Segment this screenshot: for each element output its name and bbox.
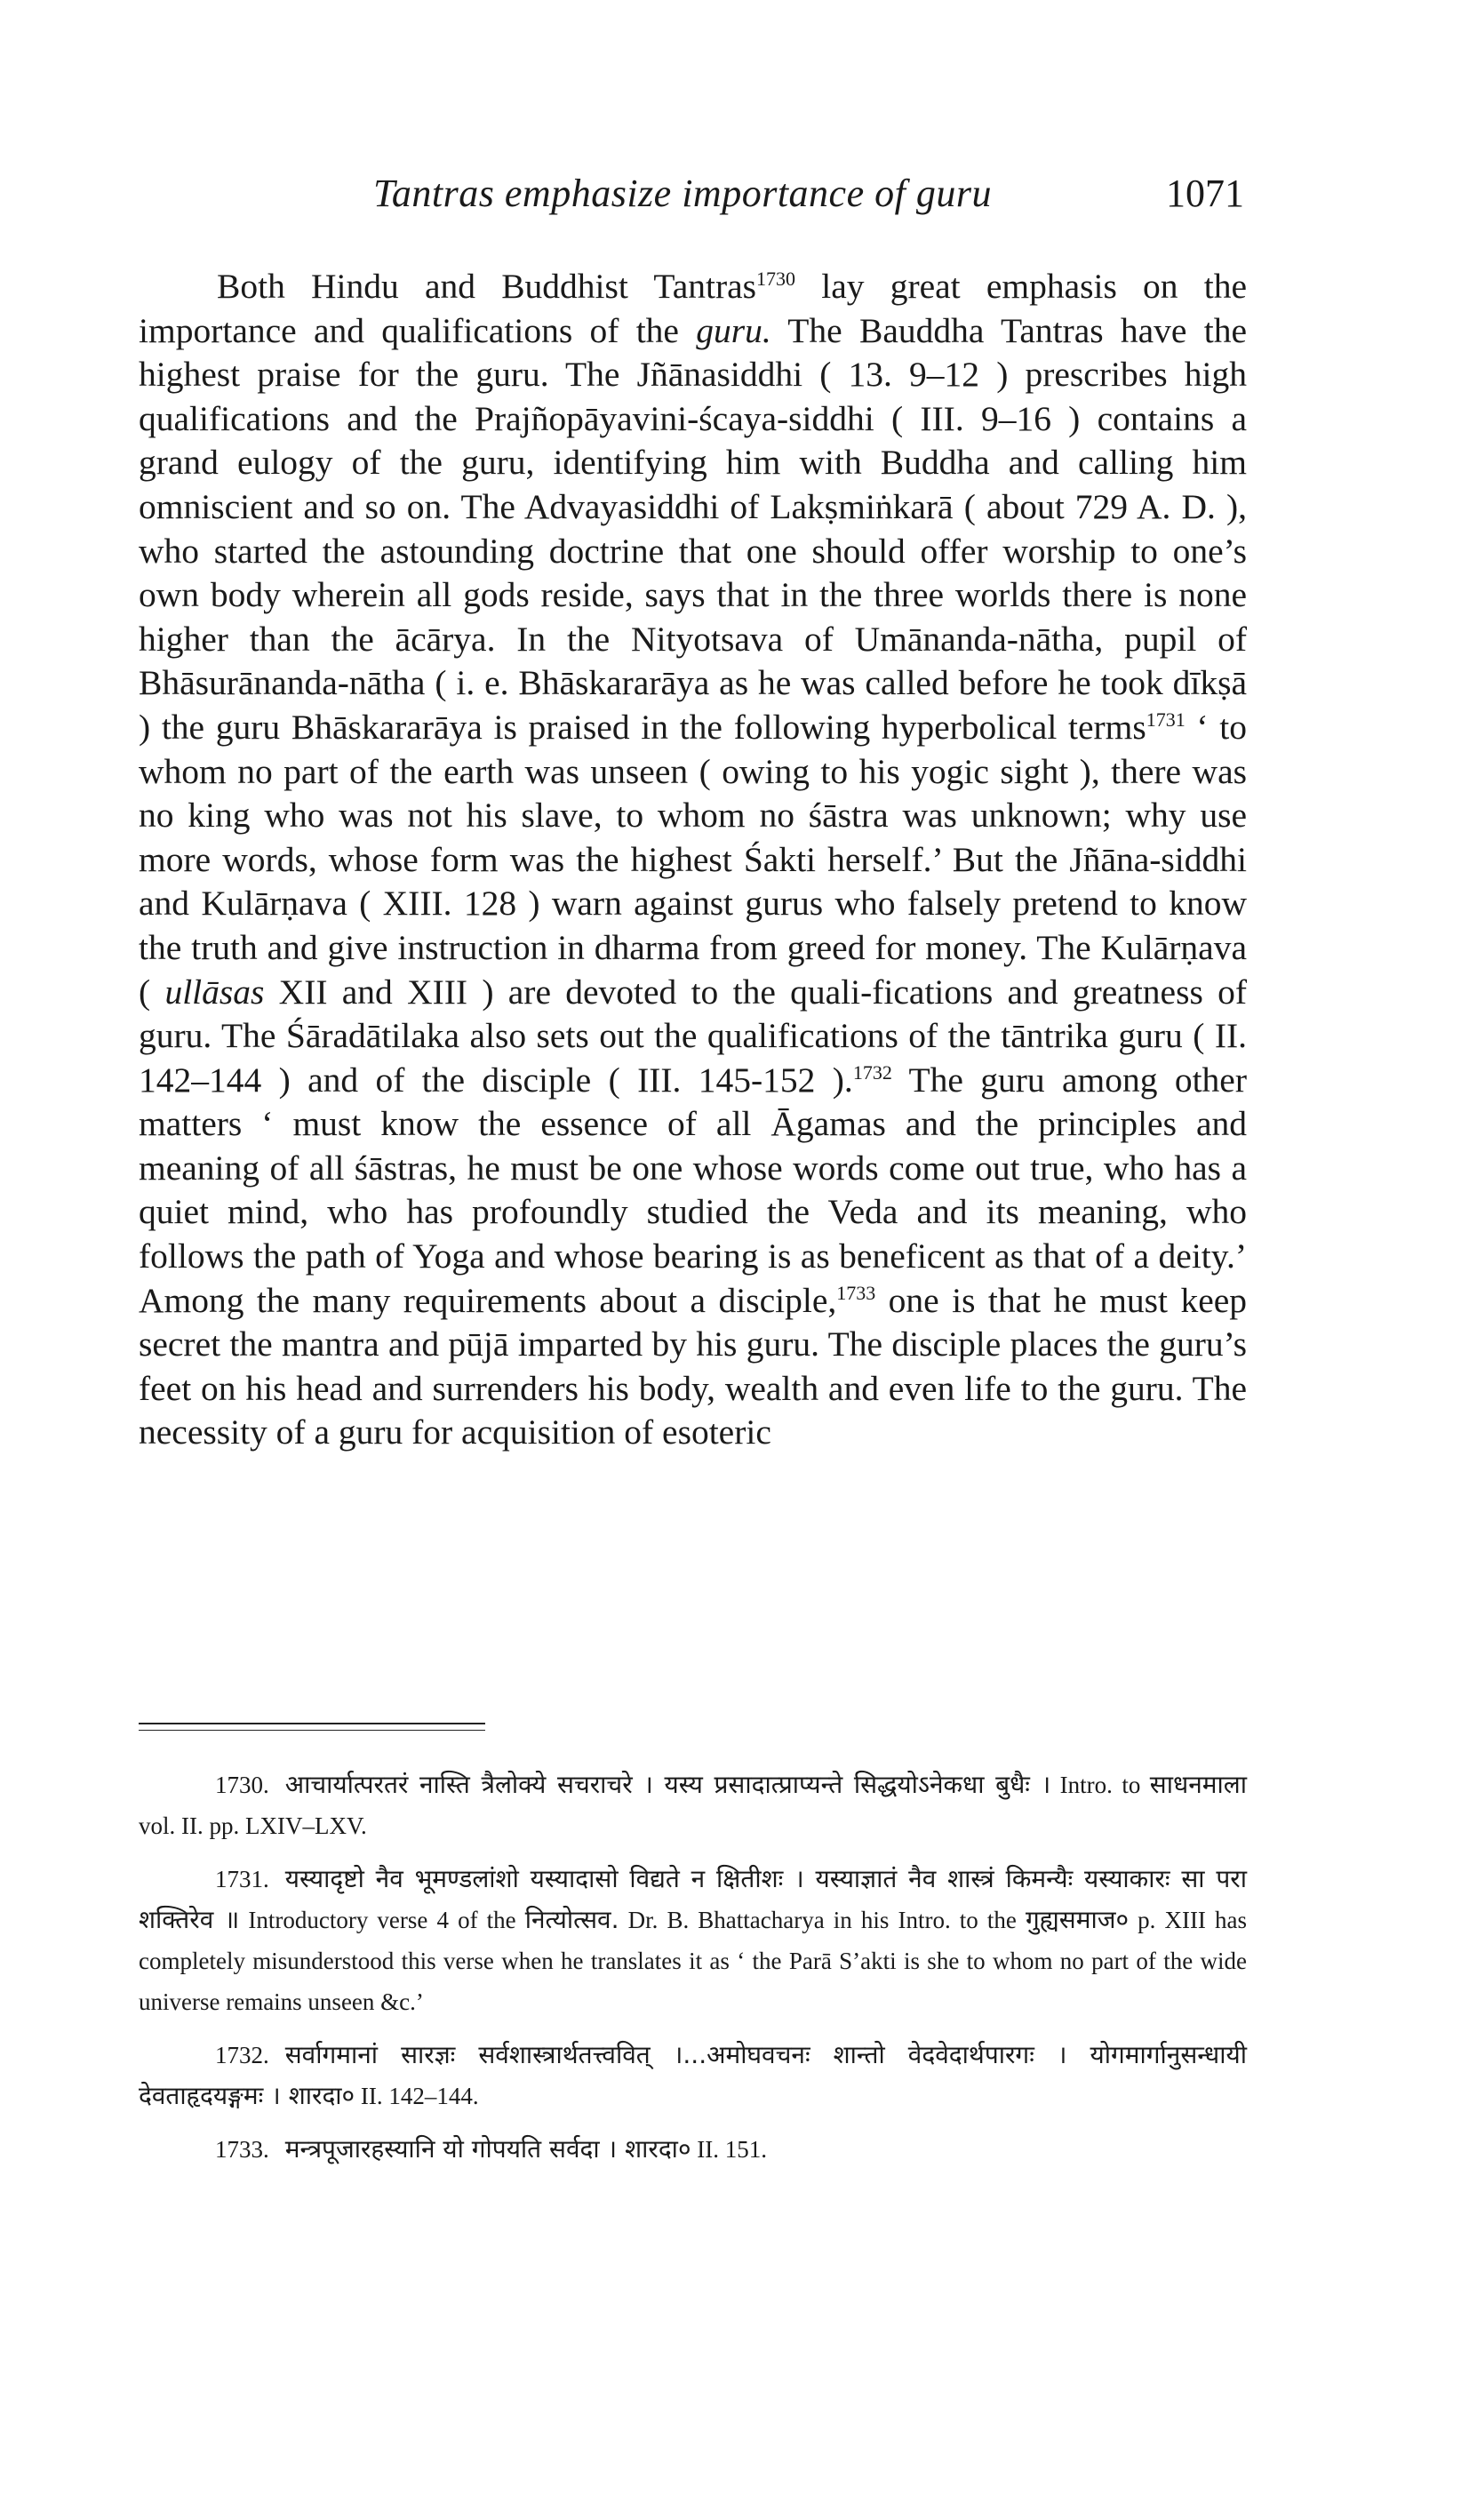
sanskrit-ref: साधनमाला (1149, 1770, 1247, 1799)
footnotes (139, 1764, 1247, 2182)
footnote-text: Introductory verse 4 of the (239, 1907, 525, 1933)
sanskrit-quote: आचार्यात्परतरं नास्ति त्रैलोक्ये सचराचरे । यस्य प्रसादात्प्राप्यन्ते सिद्धयोऽनेकधा बुधैः । (284, 1770, 1051, 1799)
footnote-1732 (139, 2035, 1247, 2116)
footnote-1731 (139, 1859, 1247, 2022)
text-run: The Bauddha Tantras have the highest praise for the guru. The Jñānasiddhi ( 13. 9–12 ) prescribes high qualifications and the Prajñopāyavini-ścaya-siddhi ( III. 9–16 ) contains a grand eulogy of the guru, identifying him with Buddha and calling him omniscient and so on. The Advayasiddhi of Lakṣmiṅkarā ( about 729 A. D. ), who started the astounding doctrine that one should offer worship to one’s own body wherein all gods reside, says that in the three worlds there is none higher than the ācārya. In the Nityotsava of Umānanda-nātha, pupil of Bhāsurānanda-nātha ( i. e. Bhāskararāya as he was called before he took dīkṣā ) the guru Bhāskararāya is praised in the following hyperbolical terms (139, 310, 1247, 747)
footnote-text: Intro. to (1050, 1772, 1150, 1798)
sanskrit-quote: सर्वागमानां सारज्ञः सर्वशास्त्रार्थतत्त्ववित् ।...अमोघवचनः शान्तो वेदवेदार्थपारगः । योगमार्गानुसन्धायी देवताहृदयङ्गमः । शारदा० (139, 2040, 1247, 2110)
body-paragraph (139, 265, 1247, 1455)
footnote-divider (139, 1723, 485, 1724)
footnote-text: vol. II. pp. LXIV–LXV. (139, 1812, 367, 1839)
text-run: XII and XIII ) are devoted to the quali-fications and greatness of guru. The Śāradātilaka also sets out the qualifications of the tāntrika guru ( II. 142–144 ) and of the disciple ( III. 145-152 ). (139, 972, 1248, 1100)
footnote-number: 1732. (215, 2042, 269, 2068)
footnote-ref-1733: 1733 (836, 1281, 876, 1304)
running-title: Tantras emphasize importance of guru (373, 172, 992, 215)
sanskrit-ref: गुह्यसमाज० (1025, 1905, 1130, 1934)
footnote-text: II. 142–144. (355, 2083, 479, 2109)
text-run: ‘ to whom no part of the earth was unseen ( owing to his yogic sight ), there was no king who was not his slave, to whom no śāstra was unknown; why use more words, whose form was the highest Śakti herself.’ But the Jñāna-siddhi and Kulārṇava ( XIII. 128 ) warn against gurus who falsely pretend to know the truth and give instruction in dharma from greed for money. The Kulārṇava ( (139, 707, 1247, 1012)
main-text (139, 265, 1247, 1455)
footnote-ref-1732: 1732 (852, 1060, 892, 1084)
footnote-ref-1731: 1731 (1146, 708, 1186, 731)
footnote-ref-1730: 1730 (756, 267, 796, 290)
text-run: one is that he must keep secret the mantra and pūjā imparted by his guru. The disciple places the guru’s feet on his head and surrenders his body, wealth and even life to the guru. The necessity of a guru for acquisition of esoteric (139, 1280, 1248, 1452)
footnote-number: 1733. (215, 2136, 269, 2163)
sanskrit-ref: नित्योत्सव. (524, 1905, 619, 1934)
footnote-text: Dr. B. Bhattacharya in his Intro. to the (619, 1907, 1026, 1933)
footnote-number: 1730. (215, 1772, 269, 1798)
sanskrit-quote: मन्त्रपूजारहस्यानि यो गोपयति सर्वदा । शारदा० (284, 2134, 691, 2164)
text-run: Both Hindu and Buddhist Tantras (217, 267, 757, 306)
footnote-1733 (139, 2129, 1247, 2170)
footnote-text: p. XIII has completely misunderstood this verse when he translates it as ‘ the Parā S’akti is she to whom no part of the wide universe remains unseen &c.’ (139, 1907, 1248, 2015)
italic-term: guru. (696, 310, 771, 350)
page-number: 1071 (1166, 172, 1244, 215)
footnote-1730 (139, 1764, 1247, 1846)
text-run: The guru among other matters ‘ must know the essence of all Āgamas and the principles and meaning of all śāstras, he must be one whose words come out true, who has a quiet mind, who has profoundly studied the Veda and its meaning, who follows the path of Yoga and whose bearing is as beneficent as that of a deity.’ Among the many requirements about a disciple, (139, 1060, 1247, 1320)
sanskrit-quote: यस्यादृष्टो नैव भूमण्डलांशो यस्यादासो विद्यते न क्षितीशः । यस्याज्ञातं नैव शास्त्रं किमन्यैः यस्याकारः सा परा शक्तिरेव ॥ (139, 1864, 1247, 1934)
footnote-number: 1731. (215, 1866, 269, 1892)
footnote-divider-secondary (139, 1730, 485, 1731)
footnote-text: II. 151. (691, 2136, 767, 2163)
italic-term: ullāsas (164, 972, 265, 1012)
running-header (178, 171, 1244, 224)
text-run: lay great emphasis on the importance and qualifications of the (139, 267, 1247, 350)
